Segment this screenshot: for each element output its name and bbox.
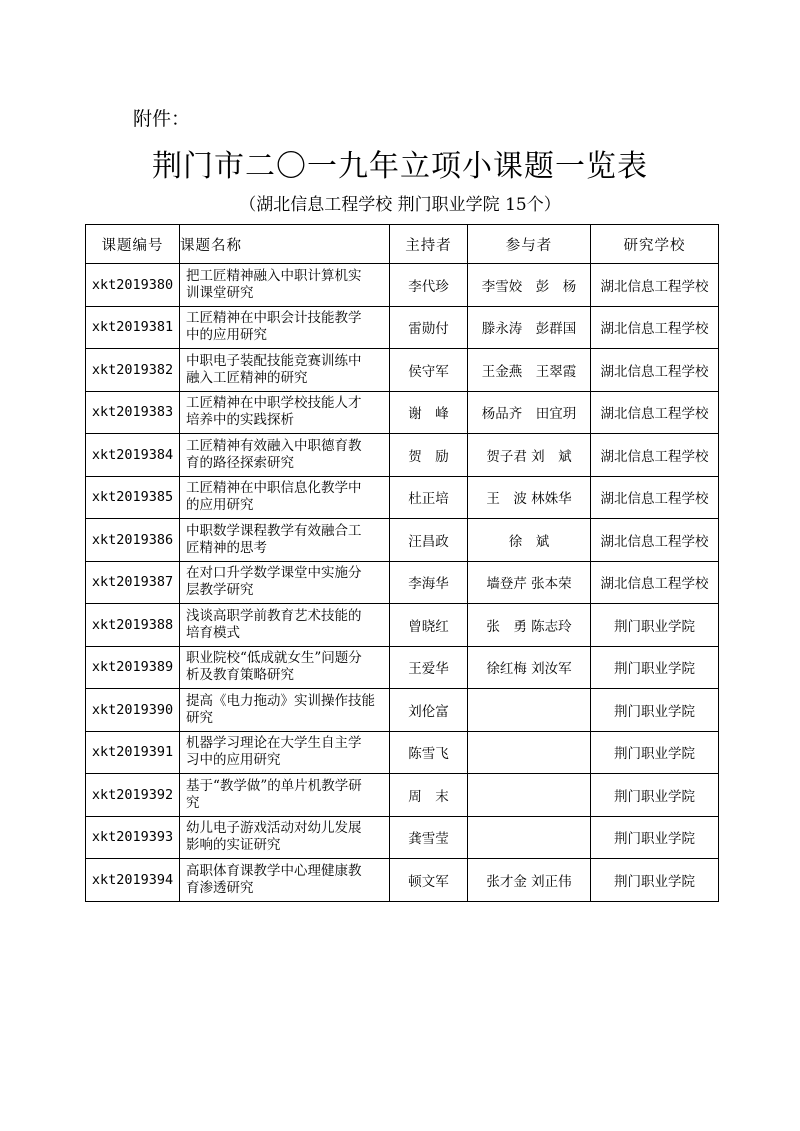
document-subtitle: （湖北信息工程学校 荆门职业学院 15个） [239,195,561,215]
project-code: xkt2019384 [86,434,180,477]
header-school: 研究学校 [591,225,719,264]
project-school: 荆门职业学院 [591,646,719,689]
project-code: xkt2019388 [86,604,180,647]
project-topic-line: 职业院校“低成就女生”问题分 [186,650,362,667]
project-code: xkt2019389 [86,646,180,689]
project-host: 刘伦富 [390,689,468,732]
project-topic-line: 机器学习理论在大学生自主学 [186,735,362,752]
project-school: 湖北信息工程学校 [591,391,719,434]
project-school: 湖北信息工程学校 [591,476,719,519]
project-topic-line: 基于“教学做”的单片机教学研 [186,777,362,794]
table-row [86,859,719,902]
project-topic-line: 浅谈高职学前教育艺术技能的 [186,607,362,624]
project-host: 王爱华 [390,646,468,689]
table-row [86,476,719,519]
table-row [86,816,719,859]
project-topic-line: 究 [186,794,200,811]
project-participants: 张才金 刘正伟 [468,859,591,902]
project-school: 荆门职业学院 [591,689,719,732]
project-topic-line: 培养中的实践探析 [186,412,294,429]
project-school: 湖北信息工程学校 [591,434,719,477]
project-participants: 王金燕 王翠霞 [468,349,591,392]
table-row [86,731,719,774]
project-code: xkt2019393 [86,816,180,859]
table-row [86,434,719,477]
table-row [86,264,719,307]
project-topic [180,859,390,902]
project-code: xkt2019390 [86,689,180,732]
project-host: 雷勋付 [390,306,468,349]
table-row [86,391,719,434]
project-code: xkt2019394 [86,859,180,902]
project-topic-line: 中的应用研究 [186,327,267,344]
table-row [86,774,719,817]
project-school: 湖北信息工程学校 [591,306,719,349]
project-topic [180,561,390,604]
project-participants [468,689,591,732]
project-host: 谢 峰 [390,391,468,434]
project-host: 陈雪飞 [390,731,468,774]
project-topic-line: 中职电子装配技能竞赛训练中 [186,352,362,369]
project-code: xkt2019383 [86,391,180,434]
table-row [86,604,719,647]
project-topic [180,604,390,647]
project-topic-line: 高职体育课教学中心理健康教 [186,862,362,879]
project-participants: 墙登芹 张本荣 [468,561,591,604]
table-row [86,306,719,349]
project-topic [180,391,390,434]
project-topic [180,774,390,817]
table-row [86,689,719,732]
project-participants: 徐 斌 [468,519,591,562]
project-topic-line: 习中的应用研究 [186,752,281,769]
project-topic-line: 在对口升学数学课堂中实施分 [186,565,362,582]
project-topic [180,349,390,392]
document-title: 荆门市二〇一九年立项小课题一览表 [152,149,648,184]
project-participants [468,731,591,774]
project-school: 荆门职业学院 [591,774,719,817]
project-host: 李代珍 [390,264,468,307]
header-host: 主持者 [390,225,468,264]
project-participants: 滕永涛 彭群国 [468,306,591,349]
project-host: 杜正培 [390,476,468,519]
header-code: 课题编号 [86,225,180,264]
project-topic [180,689,390,732]
table-header-row [86,225,719,264]
project-code: xkt2019381 [86,306,180,349]
project-topic-line: 的应用研究 [186,497,254,514]
project-host: 侯守军 [390,349,468,392]
project-topic-line: 幼儿电子游戏活动对幼儿发展 [186,820,362,837]
project-participants: 贺子君 刘 斌 [468,434,591,477]
project-topic [180,646,390,689]
attachment-label: 附件： [133,108,191,130]
project-topic-line: 层教学研究 [186,582,254,599]
project-code: xkt2019386 [86,519,180,562]
project-participants: 李雪姣 彭 杨 [468,264,591,307]
header-participants: 参与者 [468,225,591,264]
project-school: 湖北信息工程学校 [591,519,719,562]
project-host: 顿文军 [390,859,468,902]
project-topic [180,434,390,477]
project-school: 湖北信息工程学校 [591,561,719,604]
projects-table [85,224,719,902]
project-host: 曾晓红 [390,604,468,647]
project-topic-line: 中职数学课程教学有效融合工 [186,522,362,539]
project-code: xkt2019385 [86,476,180,519]
project-topic [180,816,390,859]
project-topic-line: 工匠精神在中职学校技能人才 [186,395,362,412]
project-topic-line: 提高《电力拖动》实训操作技能 [186,692,375,709]
project-topic [180,519,390,562]
project-topic-line: 工匠精神在中职会计技能教学 [186,310,362,327]
project-school: 荆门职业学院 [591,604,719,647]
project-code: xkt2019391 [86,731,180,774]
project-host: 周 末 [390,774,468,817]
project-participants [468,774,591,817]
project-topic [180,264,390,307]
project-topic-line: 匠精神的思考 [186,539,267,556]
project-school: 荆门职业学院 [591,816,719,859]
project-host: 汪昌政 [390,519,468,562]
project-topic-line: 培育模式 [186,624,240,641]
project-code: xkt2019387 [86,561,180,604]
project-code: xkt2019380 [86,264,180,307]
project-topic-line: 工匠精神有效融入中职德育教 [186,437,362,454]
project-topic-line: 育渗透研究 [186,879,254,896]
project-topic-line: 析及教育策略研究 [186,667,294,684]
project-participants [468,816,591,859]
project-code: xkt2019382 [86,349,180,392]
project-topic [180,731,390,774]
project-topic [180,306,390,349]
header-topic: 课题名称 [180,225,390,264]
project-code: xkt2019392 [86,774,180,817]
project-topic-line: 训课堂研究 [186,284,254,301]
project-topic-line: 工匠精神在中职信息化教学中 [186,480,362,497]
project-topic-line: 研究 [186,709,213,726]
project-participants: 徐红梅 刘汝军 [468,646,591,689]
table-row [86,646,719,689]
project-participants: 张 勇 陈志玲 [468,604,591,647]
project-topic-line: 把工匠精神融入中职计算机实 [186,267,362,284]
project-topic-line: 融入工匠精神的研究 [186,369,308,386]
project-topic [180,476,390,519]
table-row [86,349,719,392]
table-row [86,561,719,604]
project-school: 湖北信息工程学校 [591,349,719,392]
project-school: 湖北信息工程学校 [591,264,719,307]
project-host: 龚雪莹 [390,816,468,859]
project-topic-line: 影响的实证研究 [186,837,281,854]
project-participants: 杨品齐 田宜玥 [468,391,591,434]
project-school: 荆门职业学院 [591,731,719,774]
project-host: 贺 励 [390,434,468,477]
project-host: 李海华 [390,561,468,604]
table-row [86,519,719,562]
project-topic-line: 育的路径探索研究 [186,454,294,471]
project-participants: 王 波 林姝华 [468,476,591,519]
project-school: 荆门职业学院 [591,859,719,902]
